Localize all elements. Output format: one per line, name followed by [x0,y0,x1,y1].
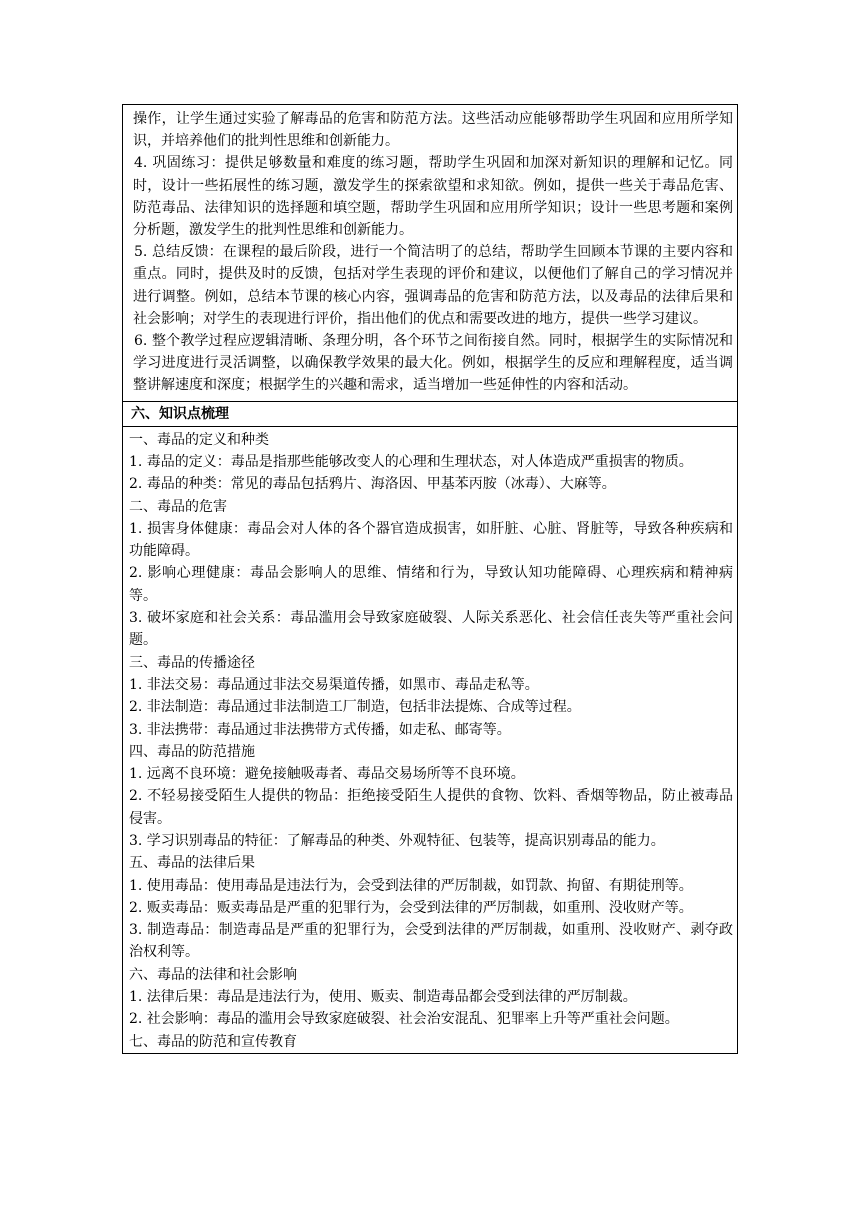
list-item: 3. 学习识别毒品的特征：了解毒品的种类、外观特征、包装等，提高识别毒品的能力。 [129,832,665,849]
lesson-plan-table [122,104,738,1054]
heading-prevention: 四、毒品的防范措施 [129,743,255,760]
list-item: 1. 非法交易：毒品通过非法交易渠道传播，如黑市、毒品走私等。 [129,676,539,693]
heading-impact: 六、毒品的法律和社会影响 [129,966,297,983]
heading-spread: 三、毒品的传播途径 [129,654,255,671]
heading-education: 七、毒品的防范和宣传教育 [129,1033,297,1050]
list-item: 1. 毒品的定义：毒品是指那些能够改变人的心理和生理状态，对人体造成严重损害的物质。 [129,453,693,470]
list-item: 2. 影响心理健康：毒品会影响人的思维、情绪和行为，导致认知功能障碍、心理疾病和精神病等。 [129,565,733,604]
list-item: 1. 损害身体健康：毒品会对人体的各个器官造成损害，如肝脏、心脏、肾脏等，导致各种疾病和功能障碍。 [129,520,733,560]
list-item: 2. 贩卖毒品：贩卖毒品是严重的犯罪行为，会受到法律的严厉制裁，如重刑、没收财产等。 [129,899,693,916]
teaching-process-cell [123,105,737,401]
paragraph-activity: 操作，让学生通过实验了解毒品的危害和防范方法。这些活动应能够帮助学生巩固和应用所学知识，并培养他们的批判性思维和创新能力。 [133,111,733,150]
paragraph-practice: 4. 巩固练习：提供足够数量和难度的练习题，帮助学生巩固和加深对新知识的理解和记忆。同时，设计一些拓展性的练习题，激发学生的探索欲望和求知欲。例如，提供一些关于毒品危害、防范毒品、法律知识的选择题和填空题，帮助学生巩固和应用所学知识；设计一些思考题和案例分析题，激发学生的批判性思维和创新能力。 [133,155,733,239]
list-item: 2. 不轻易接受陌生人提供的物品：拒绝接受陌生人提供的食物、饮料、香烟等物品，防止被毒品侵害。 [129,788,733,827]
list-item: 1. 法律后果：毒品是违法行为，使用、贩卖、制造毒品都会受到法律的严厉制裁。 [129,989,637,1006]
list-item: 2. 社会影响：毒品的滥用会导致家庭破裂、社会治安混乱、犯罪率上升等严重社会问题。 [129,1011,679,1028]
heading-harm: 二、毒品的危害 [129,498,227,515]
list-item: 2. 毒品的种类：常见的毒品包括鸦片、海洛因、甲基苯丙胺（冰毒）、大麻等。 [129,476,616,493]
list-item: 3. 破坏家庭和社会关系：毒品滥用会导致家庭破裂、人际关系恶化、社会信任丧失等严重社会问题。 [129,610,733,649]
list-item: 3. 制造毒品：制造毒品是严重的犯罪行为，会受到法律的严厉制裁，如重刑、没收财产、剥夺政治权利等。 [129,922,733,961]
paragraph-process: 6. 整个教学过程应逻辑清晰、条理分明，各个环节之间衔接自然。同时，根据学生的实际情况和学习进度进行灵活调整，以确保教学效果的最大化。例如，根据学生的反应和理解程度，适当调整讲解速度和深度；根据学生的兴趣和需求，适当增加一些延伸性的内容和活动。 [133,333,733,394]
list-item: 2. 非法制造：毒品通过非法制造工厂制造，包括非法提炼、合成等过程。 [129,699,581,716]
heading-definition: 一、毒品的定义和种类 [129,431,269,448]
heading-legal: 五、毒品的法律后果 [129,855,255,872]
section-title: 六、知识点梳理 [123,401,737,427]
knowledge-cell [123,427,737,1053]
paragraph-summary: 5. 总结反馈：在课程的最后阶段，进行一个简洁明了的总结，帮助学生回顾本节课的主要内容和重点。同时，提供及时的反馈，包括对学生表现的评价和建议，以便他们了解自己的学习情况并进行调整。例如，总结本节课的核心内容，强调毒品的危害和防范方法，以及毒品的法律后果和社会影响；对学生的表现进行评价，指出他们的优点和需要改进的地方，提供一些学习建议。 [133,244,733,327]
list-item: 1. 使用毒品：使用毒品是违法行为，会受到法律的严厉制裁，如罚款、拘留、有期徒刑等。 [129,877,693,894]
list-item: 1. 远离不良环境：避免接触吸毒者、毒品交易场所等不良环境。 [129,766,525,783]
list-item: 3. 非法携带：毒品通过非法携带方式传播，如走私、邮寄等。 [129,721,511,738]
